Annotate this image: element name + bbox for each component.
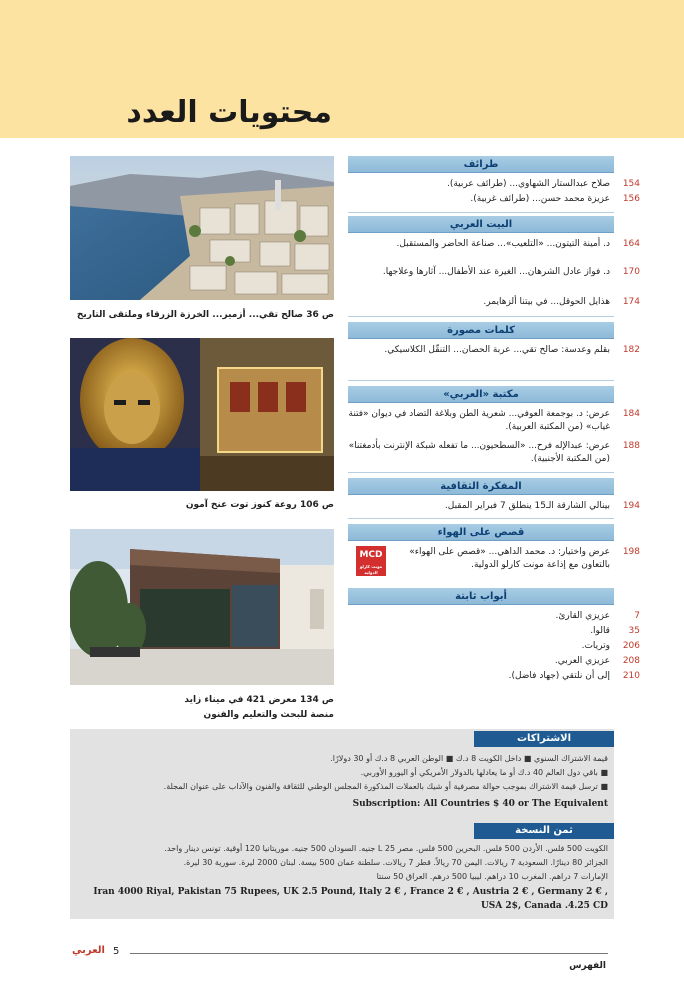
toc-item[interactable] [348,655,640,668]
izmir-photo [70,156,334,300]
image-caption-tutankhamun: ص 106 روعة كنوز توت عنخ آمون [185,500,334,510]
toc-item-text: بينالي الشارقة الـ15 ينطلق 7 فبراير المقبل. [444,501,610,511]
divider [348,212,614,213]
section-taraif [348,156,640,204]
image-caption-exhibition-1: ص 134 معرض 421 في ميناء زايد [184,695,334,705]
price-line: الجزائر 80 دينارًا. السعودية 7 ريالات. اليمن 70 ريالاً. قطر 7 ريالات. سلطنة عمان 500 بيسة. لبنان 2000 ليرة. سورية 30 ليرة. [183,858,608,867]
section-fixed-pages [348,588,640,681]
section-photo-words [348,322,640,355]
page-number: 170 [622,267,640,277]
subscription-line: ■ باقي دول العالم 40 د.ك أو ما يعادلها بالدولار الأمريكي أو اليورو الأوربي. [360,768,608,777]
toc-item[interactable] [348,408,640,434]
toc-item[interactable] [348,640,640,653]
toc-item[interactable] [348,266,640,279]
mcd-logo-label: MCD [359,550,383,560]
footer-page-number: 5 [113,946,120,957]
toc-item[interactable] [348,546,640,572]
footer-section-label: الفهرس [569,961,606,971]
toc-item-text: عرض: د. بوجمعة العوفي... شعرية الطن وبلاغة التضاد في ديوان «فتنة غياب» (من المكتبة العربية). [348,409,610,432]
divider [348,518,614,519]
toc-item-text: هذايل الحوقل... في بيتنا ألزهايمر. [483,297,610,307]
page-number: 188 [622,441,640,451]
subscription-line: قيمة الاشتراك السنوي ■ داخل الكويت 8 د.ك ■ الوطن العربي 8 د.ك أو 30 دولارًا. [330,754,608,763]
page-title: محتويات العدد [126,95,332,130]
page-number: 35 [628,626,640,636]
price-english-1: Iran 4000 Riyal, Pakistan 75 Rupees, UK 2.5 Pound, Italy 2 € , France 2 € , Austria 2 € , Germany 2 € , [93,887,608,897]
divider [348,316,614,317]
toc-item-text: عزيزي العربي. [554,656,610,666]
page-number: 174 [622,297,640,307]
toc-item[interactable] [348,500,640,513]
section-header: البيت العربي [348,216,614,233]
subscription-line: ■ ترسل قيمة الاشتراك بموجب حوالة مصرفية أو شيك بالعملات المذكورة المجلس الوطني للثقافة والفنون والآداب على عنوان المجلة. [163,782,608,791]
price-title: ثمن النسخة [474,823,614,839]
subscription-english: Subscription: All Countries $ 40 or The Equivalent [352,799,608,809]
section-header: المفكرة الثقافية [348,478,614,495]
section-header: قصص على الهواء [348,524,614,541]
magazine-logo: العربي [72,945,105,956]
price-line: الإمارات 7 دراهم. المغرب 10 دراهم. ليبيا 500 درهم. العراق 50 سنتا [376,872,608,881]
section-cultural-agenda [348,478,640,511]
header-band [0,0,684,138]
section-arab-home [348,216,640,307]
page-number: 184 [622,409,640,419]
image-caption-izmir: ص 36 صالح تقي... أزمير... الخرزة الزرقاء وملتقى التاريخ [76,310,334,320]
toc-item[interactable] [348,193,640,206]
page-number: 182 [622,345,640,355]
page-number: 206 [622,641,640,651]
page-number: 156 [622,194,640,204]
tutankhamun-photo [70,338,334,491]
subscriptions-title: الاشتراكات [474,731,614,747]
section-header: كلمات مصورة [348,322,614,339]
toc-item[interactable] [348,610,640,623]
footer-rule [130,953,608,954]
toc-item-text: عزيزي القارئ. [555,611,610,621]
page-number: 164 [622,239,640,249]
page-number: 154 [622,179,640,189]
page-number: 208 [622,656,640,666]
price-english-2: USA 2$, Canada .4.25 CD [480,901,608,911]
mcd-logo-sub: مونت كارلو الدولية [359,564,383,575]
page-number: 194 [622,501,640,511]
page-number: 210 [622,671,640,681]
subscriptions-box [70,729,614,919]
divider [348,380,614,381]
page-number: 198 [622,547,640,557]
price-line: الكويت 500 فلس. الأردن 500 فلس. البحرين 500 فلس. مصر 25 L جنيه. السودان 500 جنيه. موريتانيا 120 أوقية. تونس دينار واحد. [164,844,608,853]
toc-item[interactable] [348,670,640,683]
toc-item[interactable] [348,440,640,466]
toc-item-text: صلاح عبدالستار الشهاوي... (طرائف عربية). [446,179,610,189]
toc-item[interactable] [348,344,640,357]
page-number: 7 [634,611,640,621]
toc-item-text: عزيزة محمد حسن... (طرائف غربية). [470,194,610,204]
toc-item[interactable] [348,296,640,309]
mcd-logo [356,546,386,576]
section-header: طرائف [348,156,614,173]
toc-item-text: قالوا. [590,626,610,636]
toc-item-text: عرض واختيار: د. محمد الداهي... «قصص على الهواء» بالتعاون مع إذاعة مونت كارلو الدولية. [409,547,610,570]
section-header: أبواب ثابتة [348,588,614,605]
section-header: مكتبة «العربي» [348,386,614,403]
toc-item[interactable] [348,625,640,638]
section-library [348,386,640,464]
toc-item[interactable] [348,238,640,251]
toc-item-text: د. فواز عادل الشرهان... الغيرة عند الأطفال... آثارها وعلاجها. [382,267,610,277]
toc-item-text: عرض: عبدالإله فرح... «السطحيون... ما تفعله شبكة الإنترنت بأدمغتنا» (من المكتبة الأجنبية). [348,441,610,464]
toc-item[interactable] [348,178,640,191]
exhibition-photo [70,529,334,685]
toc-item-text: إلى أن نلتقي (جهاد فاضل). [508,671,610,681]
toc-item-text: بقلم وعدسة: صالح تقي... عربة الحصان... التنقّل الكلاسيكي. [384,345,610,355]
image-caption-exhibition-2: منصة للبحث والتعليم والفنون [203,710,334,720]
toc-item-text: وتريات. [581,641,610,651]
toc-item-text: د. أمينة التيتون... «التلعيب»... صناعة الحاضر والمستقبل. [396,239,610,249]
divider [348,472,614,473]
